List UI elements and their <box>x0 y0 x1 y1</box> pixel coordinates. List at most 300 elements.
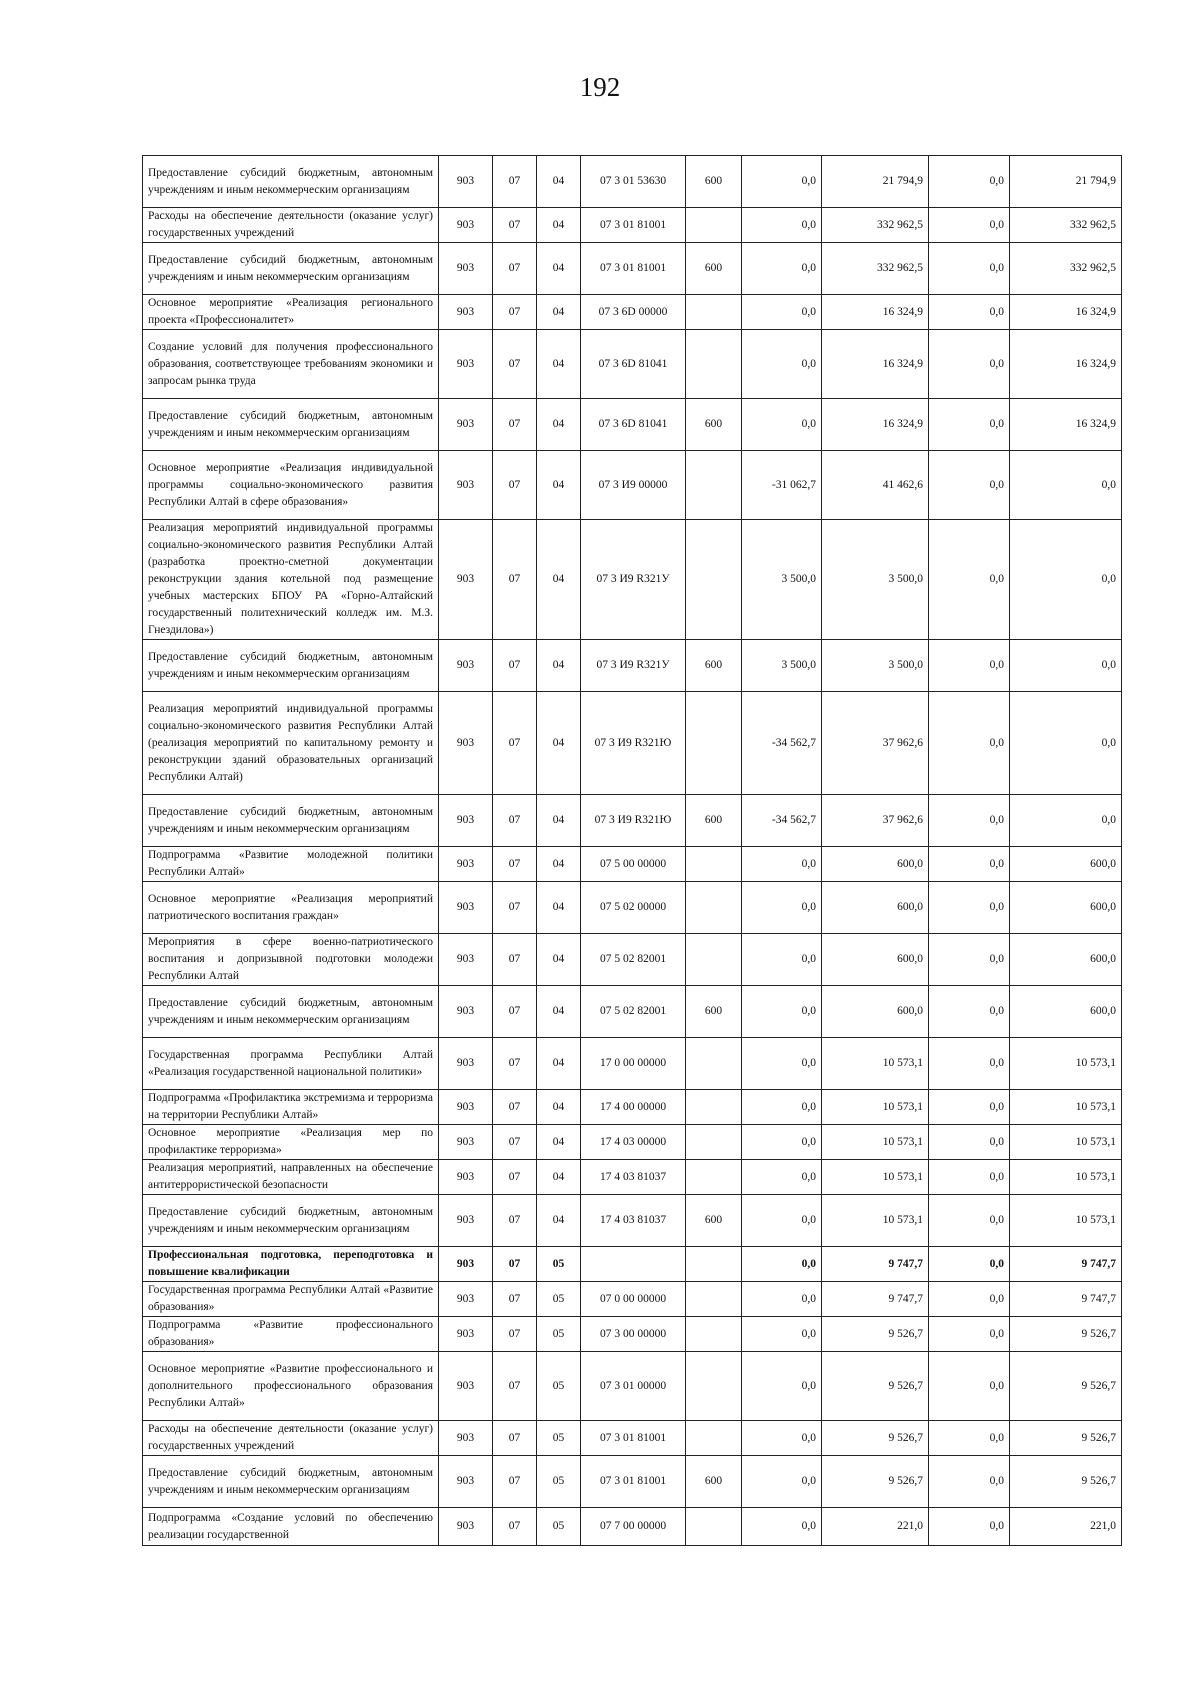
cell-amount: 37 962,6 <box>822 795 929 847</box>
cell-change: 0,0 <box>742 156 822 208</box>
cell-change-2: 0,0 <box>929 156 1010 208</box>
cell-change: -34 562,7 <box>742 795 822 847</box>
cell-grbs: 903 <box>439 1090 493 1125</box>
cell-subsection: 04 <box>537 1195 581 1247</box>
cell-change: 0,0 <box>742 1282 822 1317</box>
cell-expense-type: 600 <box>686 640 742 692</box>
cell-target-article: 07 3 01 81001 <box>581 1456 686 1508</box>
cell-expense-type <box>686 330 742 399</box>
cell-target-article: 07 3 00 00000 <box>581 1317 686 1352</box>
cell-amount-2: 9 526,7 <box>1010 1317 1122 1352</box>
cell-amount-2: 10 573,1 <box>1010 1125 1122 1160</box>
cell-change-2: 0,0 <box>929 451 1010 520</box>
cell-amount: 21 794,9 <box>822 156 929 208</box>
cell-change-2: 0,0 <box>929 1125 1010 1160</box>
cell-grbs: 903 <box>439 640 493 692</box>
cell-subsection: 04 <box>537 1160 581 1195</box>
cell-change: 0,0 <box>742 1160 822 1195</box>
cell-subsection: 04 <box>537 1038 581 1090</box>
cell-grbs: 903 <box>439 1508 493 1546</box>
table-row <box>143 1247 1122 1282</box>
cell-subsection: 04 <box>537 795 581 847</box>
cell-amount: 9 526,7 <box>822 1352 929 1421</box>
cell-subsection: 04 <box>537 399 581 451</box>
cell-amount-2: 600,0 <box>1010 934 1122 986</box>
cell-target-article <box>581 1247 686 1282</box>
table-row <box>143 1421 1122 1456</box>
cell-amount-2: 9 747,7 <box>1010 1247 1122 1282</box>
cell-grbs: 903 <box>439 1038 493 1090</box>
cell-expense-type: 600 <box>686 156 742 208</box>
cell-change: 0,0 <box>742 243 822 295</box>
cell-target-article: 07 3 01 00000 <box>581 1352 686 1421</box>
cell-section: 07 <box>493 847 537 882</box>
cell-expense-type <box>686 1038 742 1090</box>
cell-expense-type: 600 <box>686 1195 742 1247</box>
cell-grbs: 903 <box>439 1421 493 1456</box>
cell-change-2: 0,0 <box>929 1456 1010 1508</box>
cell-name: Предоставление субсидий бюджетным, автономным учреждениям и иным некоммерческим организациям <box>143 156 439 208</box>
cell-expense-type: 600 <box>686 399 742 451</box>
cell-grbs: 903 <box>439 1352 493 1421</box>
cell-grbs: 903 <box>439 1160 493 1195</box>
cell-section: 07 <box>493 520 537 640</box>
cell-amount-2: 10 573,1 <box>1010 1160 1122 1195</box>
cell-section: 07 <box>493 1195 537 1247</box>
cell-expense-type <box>686 520 742 640</box>
cell-change: 0,0 <box>742 847 822 882</box>
cell-subsection: 04 <box>537 1090 581 1125</box>
cell-amount-2: 16 324,9 <box>1010 399 1122 451</box>
cell-amount: 3 500,0 <box>822 520 929 640</box>
cell-target-article: 17 4 03 81037 <box>581 1195 686 1247</box>
cell-name: Расходы на обеспечение деятельности (оказание услуг) государственных учреждений <box>143 1421 439 1456</box>
cell-subsection: 05 <box>537 1456 581 1508</box>
cell-grbs: 903 <box>439 451 493 520</box>
table-row <box>143 1282 1122 1317</box>
cell-amount: 10 573,1 <box>822 1195 929 1247</box>
cell-change: 0,0 <box>742 1038 822 1090</box>
cell-amount-2: 0,0 <box>1010 692 1122 795</box>
cell-amount: 9 747,7 <box>822 1247 929 1282</box>
cell-amount: 10 573,1 <box>822 1090 929 1125</box>
table-row <box>143 520 1122 640</box>
cell-subsection: 04 <box>537 451 581 520</box>
cell-grbs: 903 <box>439 692 493 795</box>
cell-section: 07 <box>493 1456 537 1508</box>
cell-target-article: 07 5 02 82001 <box>581 986 686 1038</box>
cell-target-article: 07 3 01 81001 <box>581 1421 686 1456</box>
cell-target-article: 07 3 6D 81041 <box>581 399 686 451</box>
table-row <box>143 640 1122 692</box>
cell-change-2: 0,0 <box>929 1508 1010 1546</box>
cell-subsection: 04 <box>537 295 581 330</box>
cell-amount: 600,0 <box>822 847 929 882</box>
cell-name: Предоставление субсидий бюджетным, автономным учреждениям и иным некоммерческим организациям <box>143 1195 439 1247</box>
table-row <box>143 986 1122 1038</box>
cell-section: 07 <box>493 1090 537 1125</box>
cell-section: 07 <box>493 640 537 692</box>
cell-amount: 41 462,6 <box>822 451 929 520</box>
cell-change-2: 0,0 <box>929 847 1010 882</box>
cell-target-article: 07 5 00 00000 <box>581 847 686 882</box>
cell-amount-2: 10 573,1 <box>1010 1090 1122 1125</box>
cell-amount-2: 9 526,7 <box>1010 1421 1122 1456</box>
cell-grbs: 903 <box>439 882 493 934</box>
cell-amount: 16 324,9 <box>822 399 929 451</box>
cell-section: 07 <box>493 795 537 847</box>
cell-section: 07 <box>493 399 537 451</box>
cell-grbs: 903 <box>439 1317 493 1352</box>
cell-expense-type <box>686 1247 742 1282</box>
cell-section: 07 <box>493 1282 537 1317</box>
table-body <box>143 156 1122 1546</box>
cell-grbs: 903 <box>439 934 493 986</box>
cell-change: 3 500,0 <box>742 520 822 640</box>
cell-target-article: 17 4 03 00000 <box>581 1125 686 1160</box>
cell-section: 07 <box>493 1160 537 1195</box>
cell-change-2: 0,0 <box>929 208 1010 243</box>
cell-section: 07 <box>493 451 537 520</box>
cell-name: Подпрограмма «Развитие молодежной политики Республики Алтай» <box>143 847 439 882</box>
cell-amount-2: 332 962,5 <box>1010 208 1122 243</box>
cell-amount-2: 332 962,5 <box>1010 243 1122 295</box>
cell-change-2: 0,0 <box>929 1038 1010 1090</box>
cell-amount: 600,0 <box>822 882 929 934</box>
cell-name: Основное мероприятие «Реализация индивидуальной программы социально-экономического развития Республики Алтай в сфере образования» <box>143 451 439 520</box>
cell-expense-type <box>686 1090 742 1125</box>
table-row <box>143 399 1122 451</box>
table-row <box>143 1195 1122 1247</box>
cell-amount: 10 573,1 <box>822 1125 929 1160</box>
table-row <box>143 451 1122 520</box>
cell-section: 07 <box>493 295 537 330</box>
budget-table <box>142 155 1122 1546</box>
cell-change-2: 0,0 <box>929 795 1010 847</box>
cell-section: 07 <box>493 1508 537 1546</box>
cell-change-2: 0,0 <box>929 295 1010 330</box>
cell-amount: 37 962,6 <box>822 692 929 795</box>
cell-section: 07 <box>493 1352 537 1421</box>
table-row <box>143 208 1122 243</box>
cell-change: 0,0 <box>742 1317 822 1352</box>
cell-expense-type: 600 <box>686 1456 742 1508</box>
cell-name: Предоставление субсидий бюджетным, автономным учреждениям и иным некоммерческим организациям <box>143 640 439 692</box>
cell-change-2: 0,0 <box>929 1317 1010 1352</box>
cell-expense-type <box>686 934 742 986</box>
cell-expense-type <box>686 1125 742 1160</box>
cell-target-article: 07 3 И9 R321Ю <box>581 795 686 847</box>
cell-amount: 9 526,7 <box>822 1421 929 1456</box>
cell-expense-type <box>686 295 742 330</box>
cell-subsection: 04 <box>537 208 581 243</box>
cell-change: -34 562,7 <box>742 692 822 795</box>
cell-target-article: 17 4 03 81037 <box>581 1160 686 1195</box>
cell-amount: 16 324,9 <box>822 295 929 330</box>
cell-change: -31 062,7 <box>742 451 822 520</box>
cell-target-article: 17 0 00 00000 <box>581 1038 686 1090</box>
cell-section: 07 <box>493 692 537 795</box>
cell-expense-type <box>686 1508 742 1546</box>
cell-amount: 10 573,1 <box>822 1038 929 1090</box>
cell-change: 0,0 <box>742 1508 822 1546</box>
table-row <box>143 882 1122 934</box>
cell-section: 07 <box>493 156 537 208</box>
cell-name: Реализация мероприятий индивидуальной программы социально-экономического развития Республики Алтай (реализация мероприятий по капитальному ремонту и реконструкции зданий образовательных организаций Республики Алтай) <box>143 692 439 795</box>
cell-name: Предоставление субсидий бюджетным, автономным учреждениям и иным некоммерческим организациям <box>143 243 439 295</box>
cell-name: Создание условий для получения профессионального образования, соответствующее требованиям экономики и запросам рынка труда <box>143 330 439 399</box>
cell-subsection: 05 <box>537 1317 581 1352</box>
cell-target-article: 07 3 И9 R321У <box>581 640 686 692</box>
cell-amount-2: 0,0 <box>1010 451 1122 520</box>
cell-amount: 16 324,9 <box>822 330 929 399</box>
cell-target-article: 07 3 6D 81041 <box>581 330 686 399</box>
cell-subsection: 04 <box>537 847 581 882</box>
cell-expense-type <box>686 451 742 520</box>
cell-grbs: 903 <box>439 1456 493 1508</box>
cell-name: Государственная программа Республики Алтай «Развитие образования» <box>143 1282 439 1317</box>
cell-name: Предоставление субсидий бюджетным, автономным учреждениям и иным некоммерческим организациям <box>143 986 439 1038</box>
cell-change-2: 0,0 <box>929 882 1010 934</box>
cell-subsection: 04 <box>537 882 581 934</box>
cell-change-2: 0,0 <box>929 640 1010 692</box>
cell-amount: 9 526,7 <box>822 1456 929 1508</box>
cell-change: 0,0 <box>742 1456 822 1508</box>
cell-change: 0,0 <box>742 934 822 986</box>
cell-change: 0,0 <box>742 399 822 451</box>
cell-change-2: 0,0 <box>929 399 1010 451</box>
cell-change-2: 0,0 <box>929 1195 1010 1247</box>
table-row <box>143 1160 1122 1195</box>
cell-amount-2: 9 526,7 <box>1010 1352 1122 1421</box>
table-row <box>143 243 1122 295</box>
cell-amount-2: 10 573,1 <box>1010 1038 1122 1090</box>
cell-target-article: 07 3 6D 00000 <box>581 295 686 330</box>
cell-amount: 9 747,7 <box>822 1282 929 1317</box>
cell-section: 07 <box>493 1317 537 1352</box>
cell-grbs: 903 <box>439 795 493 847</box>
cell-change-2: 0,0 <box>929 243 1010 295</box>
table-row <box>143 795 1122 847</box>
cell-name: Государственная программа Республики Алтай «Реализация государственной национальной политики» <box>143 1038 439 1090</box>
cell-change-2: 0,0 <box>929 986 1010 1038</box>
cell-name: Предоставление субсидий бюджетным, автономным учреждениям и иным некоммерческим организациям <box>143 1456 439 1508</box>
cell-grbs: 903 <box>439 243 493 295</box>
cell-change: 0,0 <box>742 1247 822 1282</box>
cell-target-article: 07 7 00 00000 <box>581 1508 686 1546</box>
cell-change-2: 0,0 <box>929 1090 1010 1125</box>
cell-grbs: 903 <box>439 208 493 243</box>
cell-change: 0,0 <box>742 208 822 243</box>
table-row <box>143 847 1122 882</box>
cell-change: 0,0 <box>742 1421 822 1456</box>
cell-name: Реализация мероприятий индивидуальной программы социально-экономического развития Республики Алтай (разработка проектно-сметной документации реконструкции здания котельной под размещение учебных мастерских БПОУ РА «Горно-Алтайский государственный политехнический колледж им. М.З. Гнездилова») <box>143 520 439 640</box>
cell-grbs: 903 <box>439 1195 493 1247</box>
cell-grbs: 903 <box>439 399 493 451</box>
cell-target-article: 07 3 01 81001 <box>581 243 686 295</box>
cell-subsection: 05 <box>537 1352 581 1421</box>
cell-name: Основное мероприятие «Реализация регионального проекта «Профессионалитет» <box>143 295 439 330</box>
cell-amount-2: 221,0 <box>1010 1508 1122 1546</box>
cell-target-article: 07 3 И9 R321У <box>581 520 686 640</box>
cell-change: 0,0 <box>742 882 822 934</box>
cell-target-article: 07 3 И9 00000 <box>581 451 686 520</box>
cell-change-2: 0,0 <box>929 1282 1010 1317</box>
cell-subsection: 04 <box>537 520 581 640</box>
cell-section: 07 <box>493 986 537 1038</box>
table-row <box>143 1090 1122 1125</box>
cell-name: Основное мероприятие «Развитие профессионального и дополнительного профессионального образования Республики Алтай» <box>143 1352 439 1421</box>
cell-change-2: 0,0 <box>929 934 1010 986</box>
cell-target-article: 07 3 01 53630 <box>581 156 686 208</box>
cell-change: 0,0 <box>742 330 822 399</box>
cell-amount: 3 500,0 <box>822 640 929 692</box>
cell-name: Подпрограмма «Создание условий по обеспечению реализации государственной <box>143 1508 439 1546</box>
cell-change-2: 0,0 <box>929 1421 1010 1456</box>
cell-expense-type <box>686 208 742 243</box>
cell-expense-type <box>686 692 742 795</box>
cell-change: 0,0 <box>742 986 822 1038</box>
cell-amount-2: 600,0 <box>1010 847 1122 882</box>
cell-section: 07 <box>493 243 537 295</box>
cell-amount-2: 0,0 <box>1010 520 1122 640</box>
cell-subsection: 04 <box>537 934 581 986</box>
cell-expense-type <box>686 847 742 882</box>
cell-expense-type <box>686 1317 742 1352</box>
cell-amount: 600,0 <box>822 986 929 1038</box>
cell-change: 0,0 <box>742 1195 822 1247</box>
cell-target-article: 07 5 02 82001 <box>581 934 686 986</box>
cell-name: Предоставление субсидий бюджетным, автономным учреждениям и иным некоммерческим организациям <box>143 399 439 451</box>
cell-name: Основное мероприятие «Реализация мер по профилактике терроризма» <box>143 1125 439 1160</box>
cell-target-article: 07 0 00 00000 <box>581 1282 686 1317</box>
cell-amount-2: 16 324,9 <box>1010 330 1122 399</box>
cell-grbs: 903 <box>439 986 493 1038</box>
cell-section: 07 <box>493 934 537 986</box>
cell-expense-type: 600 <box>686 986 742 1038</box>
cell-expense-type: 600 <box>686 795 742 847</box>
cell-subsection: 04 <box>537 986 581 1038</box>
cell-section: 07 <box>493 1421 537 1456</box>
cell-subsection: 04 <box>537 156 581 208</box>
cell-target-article: 07 3 01 81001 <box>581 208 686 243</box>
cell-subsection: 04 <box>537 640 581 692</box>
cell-change-2: 0,0 <box>929 1352 1010 1421</box>
cell-section: 07 <box>493 1038 537 1090</box>
cell-grbs: 903 <box>439 1125 493 1160</box>
cell-section: 07 <box>493 1125 537 1160</box>
cell-name: Предоставление субсидий бюджетным, автономным учреждениям и иным некоммерческим организациям <box>143 795 439 847</box>
cell-amount: 221,0 <box>822 1508 929 1546</box>
cell-amount: 600,0 <box>822 934 929 986</box>
cell-change: 0,0 <box>742 1090 822 1125</box>
cell-expense-type <box>686 1282 742 1317</box>
cell-amount-2: 0,0 <box>1010 640 1122 692</box>
cell-grbs: 903 <box>439 330 493 399</box>
cell-expense-type <box>686 1160 742 1195</box>
table-row <box>143 156 1122 208</box>
cell-amount-2: 9 747,7 <box>1010 1282 1122 1317</box>
cell-expense-type <box>686 882 742 934</box>
cell-change-2: 0,0 <box>929 1247 1010 1282</box>
cell-change-2: 0,0 <box>929 330 1010 399</box>
cell-section: 07 <box>493 208 537 243</box>
cell-grbs: 903 <box>439 1282 493 1317</box>
table-row <box>143 1508 1122 1546</box>
cell-change: 0,0 <box>742 1125 822 1160</box>
cell-target-article: 17 4 00 00000 <box>581 1090 686 1125</box>
cell-target-article: 07 5 02 00000 <box>581 882 686 934</box>
cell-amount: 10 573,1 <box>822 1160 929 1195</box>
cell-amount: 332 962,5 <box>822 243 929 295</box>
cell-change-2: 0,0 <box>929 1160 1010 1195</box>
cell-change-2: 0,0 <box>929 692 1010 795</box>
cell-grbs: 903 <box>439 847 493 882</box>
table-row <box>143 1317 1122 1352</box>
cell-subsection: 04 <box>537 330 581 399</box>
table-row <box>143 295 1122 330</box>
cell-expense-type <box>686 1421 742 1456</box>
cell-name: Мероприятия в сфере военно-патриотического воспитания и допризывной подготовки молодежи Республики Алтай <box>143 934 439 986</box>
cell-grbs: 903 <box>439 295 493 330</box>
table-row <box>143 1125 1122 1160</box>
cell-amount-2: 21 794,9 <box>1010 156 1122 208</box>
cell-amount-2: 600,0 <box>1010 882 1122 934</box>
cell-grbs: 903 <box>439 520 493 640</box>
cell-amount: 332 962,5 <box>822 208 929 243</box>
table-row <box>143 1456 1122 1508</box>
cell-amount-2: 600,0 <box>1010 986 1122 1038</box>
cell-target-article: 07 3 И9 R321Ю <box>581 692 686 795</box>
cell-section: 07 <box>493 882 537 934</box>
cell-name: Подпрограмма «Развитие профессионального образования» <box>143 1317 439 1352</box>
cell-amount-2: 9 526,7 <box>1010 1456 1122 1508</box>
cell-amount-2: 0,0 <box>1010 795 1122 847</box>
cell-subsection: 05 <box>537 1508 581 1546</box>
table-row <box>143 330 1122 399</box>
cell-grbs: 903 <box>439 1247 493 1282</box>
cell-amount: 9 526,7 <box>822 1317 929 1352</box>
cell-change-2: 0,0 <box>929 520 1010 640</box>
cell-expense-type: 600 <box>686 243 742 295</box>
cell-name: Профессиональная подготовка, переподготовка и повышение квалификации <box>143 1247 439 1282</box>
cell-subsection: 05 <box>537 1282 581 1317</box>
page-number: 192 <box>579 72 621 102</box>
cell-grbs: 903 <box>439 156 493 208</box>
cell-change: 3 500,0 <box>742 640 822 692</box>
cell-change: 0,0 <box>742 295 822 330</box>
cell-name: Реализация мероприятий, направленных на обеспечение антитеррористической безопасности <box>143 1160 439 1195</box>
cell-name: Расходы на обеспечение деятельности (оказание услуг) государственных учреждений <box>143 208 439 243</box>
cell-section: 07 <box>493 330 537 399</box>
cell-subsection: 05 <box>537 1421 581 1456</box>
table-row <box>143 1038 1122 1090</box>
cell-subsection: 04 <box>537 1125 581 1160</box>
cell-amount-2: 10 573,1 <box>1010 1195 1122 1247</box>
cell-subsection: 04 <box>537 243 581 295</box>
cell-change: 0,0 <box>742 1352 822 1421</box>
table-row <box>143 1352 1122 1421</box>
table-row <box>143 692 1122 795</box>
cell-section: 07 <box>493 1247 537 1282</box>
cell-name: Основное мероприятие «Реализация мероприятий патриотического воспитания граждан» <box>143 882 439 934</box>
cell-name: Подпрограмма «Профилактика экстремизма и терроризма на территории Республики Алтай» <box>143 1090 439 1125</box>
cell-subsection: 04 <box>537 692 581 795</box>
cell-amount-2: 16 324,9 <box>1010 295 1122 330</box>
cell-expense-type <box>686 1352 742 1421</box>
table-row <box>143 934 1122 986</box>
cell-subsection: 05 <box>537 1247 581 1282</box>
